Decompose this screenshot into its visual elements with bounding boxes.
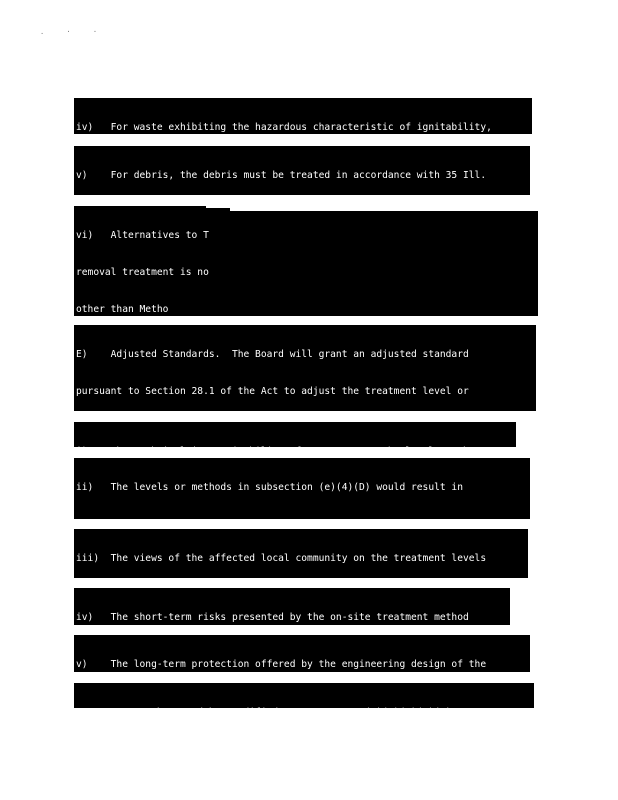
paragraph-v-long-term <box>74 635 530 672</box>
paragraph-iii-views <box>74 529 528 578</box>
text-line: removal treatment is no <box>76 267 209 278</box>
text-line: vi) Alternatives to T <box>76 230 209 242</box>
paragraph-E-adjusted-standards <box>74 325 536 411</box>
text-line: iv) For waste exhibiting the hazardous characteristic of ignitability, <box>76 122 492 134</box>
text-line <box>76 446 514 447</box>
paragraph-iv-short-term <box>74 588 510 625</box>
text-line <box>76 707 532 708</box>
text-line: other than Metho <box>76 303 169 315</box>
text-line: ii) The levels or methods in subsection (e)(4)(D) would result in <box>76 482 463 494</box>
paragraph-vi-alternatives <box>74 206 538 316</box>
paragraph-v-debris <box>74 146 530 195</box>
text-line: iv) The short-term risks presented by the on-site treatment method <box>76 612 469 624</box>
scan-specks: . · · <box>40 28 107 36</box>
text-line: v) The long-term protection offered by the engineering design of the <box>76 659 487 671</box>
paragraph-iv-waste <box>74 98 532 134</box>
text-line: E) Adjusted Standards. The Board will grant an adjusted standard <box>76 349 469 361</box>
paragraph-i-technical <box>74 422 516 447</box>
text-line: iii) The views of the affected local community on the treatment levels <box>76 553 487 565</box>
text-line: pursuant to Section 28.1 of the Act to adjust the treatment level or <box>76 386 469 397</box>
text-line: v) For debris, the debris must be treated in accordance with 35 Ill. <box>76 170 487 182</box>
paragraph-ii-levels <box>74 458 530 519</box>
board-note <box>74 683 534 708</box>
blank-region <box>230 207 538 211</box>
